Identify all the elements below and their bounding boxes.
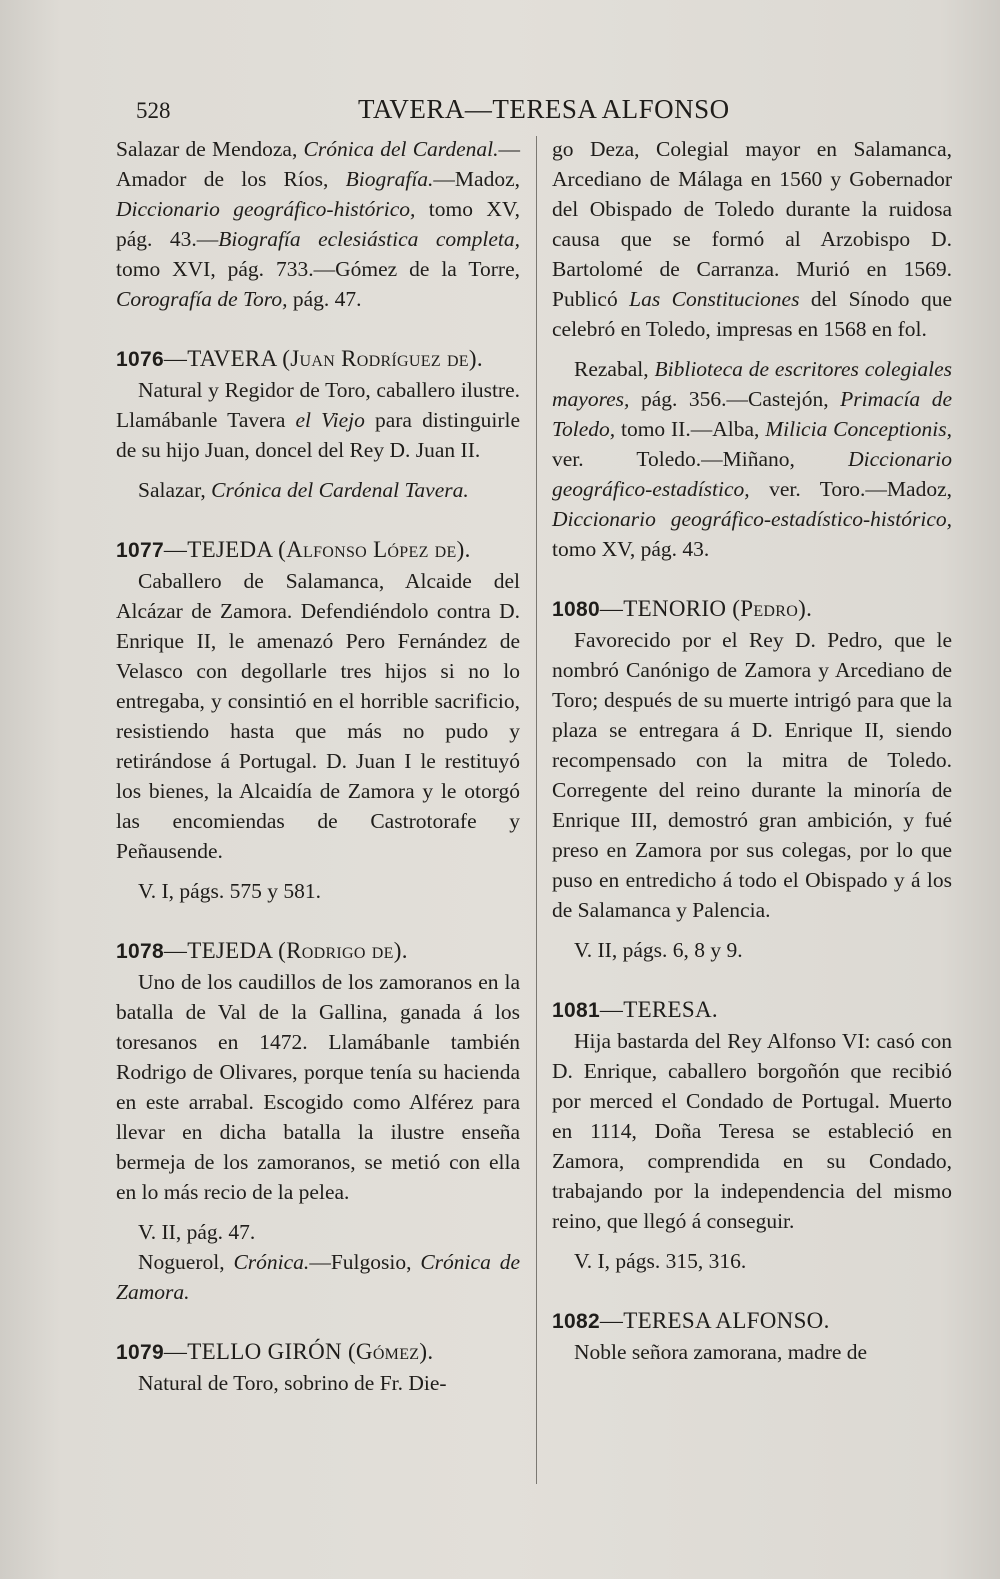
entry-text: Uno de los caudillos de los zamoranos en la batalla de Val de la Gallina, ganada á los toresanos en 1472. Llamábanle también Rodrigo de Olivares, porque tenía su hacienda en este arrabal. Escogido como Alférez para llevar en dicha batalla la ilustre enseña bermeja de los zamoranos, se metió con ella en lo más recio de la pelea. [116, 970, 520, 1204]
entry-citation: V. II, pág. 47. [138, 1220, 256, 1244]
entry-heading: 1080—TENORIO (Pedro). [552, 596, 813, 621]
page-header [0, 92, 1000, 126]
entry-heading: 1079—TELLO GIRÓN (Gómez). [116, 1339, 434, 1364]
entry-1078 [116, 936, 520, 1307]
entry-heading: 1082—TERESA ALFONSO. [552, 1308, 830, 1333]
entry-text: Caballero de Salamanca, Alcaide del Alcázar de Zamora. Defendiéndolo contra D. Enrique II, le amenazó Pero Fernández de Velasco con degollarle tres hijos si no lo entregaba, y consintió en el horrible sacrificio, resistiendo hasta que más no pudo y retirándose á Portugal. D. Juan I le restituyó los bienes, la Alcaidía de Zamora y le otorgó las encomiendas de Castrotorafe y Peñausende. [116, 569, 520, 863]
entry-heading: 1077—TEJEDA (Alfonso López de). [116, 537, 471, 562]
entry-heading: 1076—TAVERA (Juan Rodríguez de). [116, 346, 483, 371]
left-column [116, 134, 520, 1398]
entry-1080 [552, 594, 952, 965]
entry-1081 [552, 995, 952, 1276]
entry-1077 [116, 535, 520, 906]
entry-citation: Noguerol, Crónica.—Fulgosio, Crónica de Zamora. [116, 1250, 520, 1304]
entry-text: Noble señora zamorana, madre de [574, 1340, 868, 1364]
entry-text: Natural de Toro, sobrino de Fr. Die- [138, 1371, 447, 1395]
entry-citation: V. I, págs. 315, 316. [574, 1249, 747, 1273]
continued-entry-citation: Rezabal, Biblioteca de escritores colegiales mayores, pág. 356.—Castejón, Primacía de Toledo, tomo II.—Alba, Milicia Conceptionis, ver. Toledo.—Miñano, Diccionario geográfico-estadístico, ver. Toro.—Madoz, Diccionario geográfico-estadístico-histórico, tomo XV, pág. 43. [552, 357, 952, 561]
entry-1076 [116, 344, 520, 505]
column-divider [536, 136, 537, 1484]
entry-text: Natural y Regidor de Toro, caballero ilustre. Llamábanle Tavera el Viejo para distinguirle de su hijo Juan, doncel del Rey D. Juan II. [116, 378, 521, 462]
entry-1079 [116, 1337, 520, 1398]
entry-1082 [552, 1306, 952, 1367]
entry-citation: Salazar, Crónica del Cardenal Tavera. [138, 478, 469, 502]
entry-text: Favorecido por el Rey D. Pedro, que le nombró Canónigo de Zamora y Arcediano de Toro; después de su muerte intrigó para que la plaza se entregara á D. Enrique II, siendo recompensado con la mitra de Toledo. Corregente del reino durante la minoría de Enrique III, demostró gran ambición, y fué preso en Zamora por sus colegas, por lo que puso en entredicho á todo el Obispado y á los de Salamanca y Palencia. [552, 628, 952, 922]
right-column [552, 134, 952, 1367]
continued-bibliography: Salazar de Mendoza, Crónica del Cardenal.— Amador de los Ríos, Biografía.—Madoz, Diccionario geográfico-histórico, tomo XV, pág. 43.—Biografía eclesiástica completa, tomo XVI, pág. 733.—Gómez de la Torre, Corografía de Toro, pág. 47. [116, 137, 521, 311]
entry-heading: 1081—TERESA. [552, 997, 718, 1022]
entry-heading: 1078—TEJEDA (Rodrigo de). [116, 938, 408, 963]
running-title: TAVERA—TERESA ALFONSO [358, 94, 730, 124]
page-number: 528 [136, 98, 171, 123]
entry-citation: V. I, págs. 575 y 581. [138, 879, 321, 903]
continued-entry-text: go Deza, Colegial mayor en Salamanca, Arcediano de Málaga en 1560 y Gobernador del Obispado de Toledo durante la ruidosa causa que se formó al Arzobispo D. Bartolomé de Carranza. Murió en 1569. Publicó Las Constituciones del Sínodo que celebró en Toledo, impresas en 1568 en fol. [552, 137, 952, 341]
entry-citation: V. II, págs. 6, 8 y 9. [574, 938, 743, 962]
entry-text: Hija bastarda del Rey Alfonso VI: casó con D. Enrique, caballero borgoñón que recibió por merced el Condado de Portugal. Muerto en 1114, Doña Teresa se estableció en Zamora, comprendida en su Condado, trabajando por la independencia del mismo reino, que llegó á conseguir. [552, 1029, 952, 1233]
